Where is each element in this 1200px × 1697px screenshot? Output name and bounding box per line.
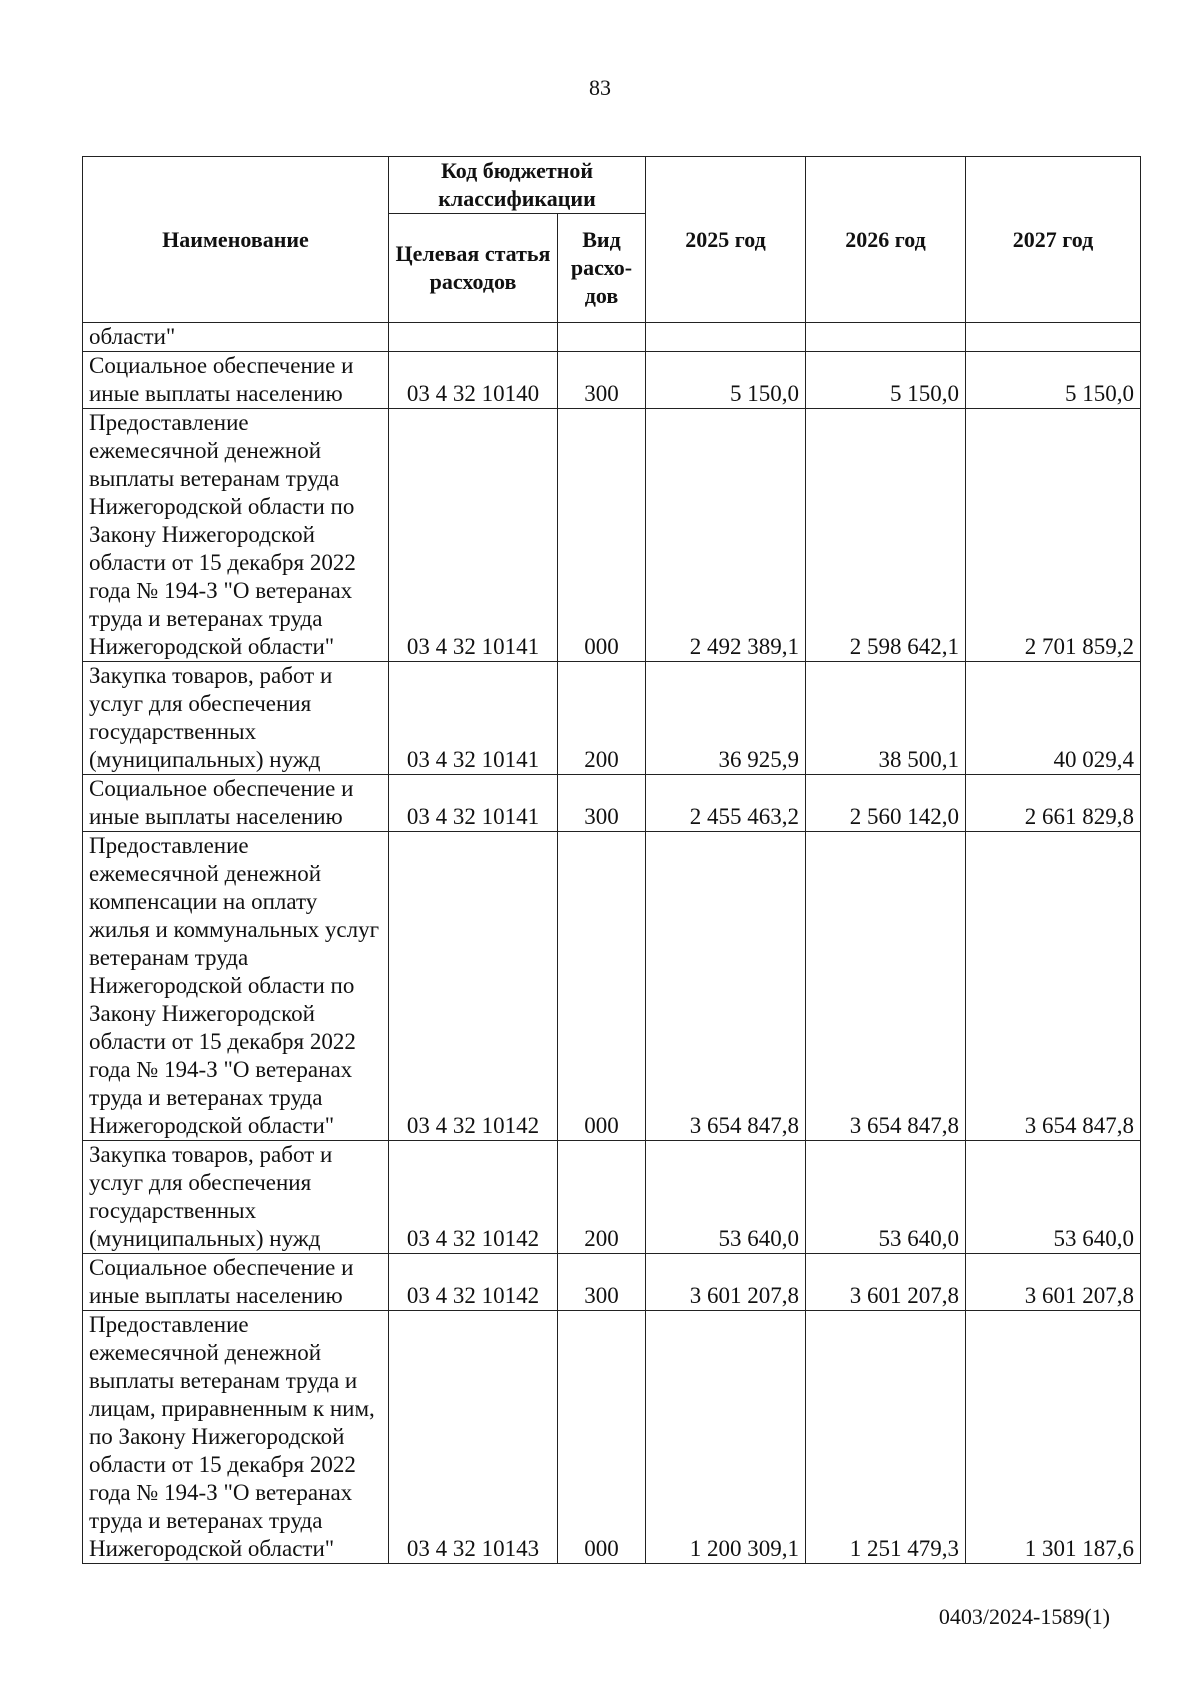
table-row <box>83 1254 1141 1311</box>
row-2027: 2 661 829,8 <box>966 775 1141 832</box>
row-code: 03 4 32 10143 <box>389 1311 558 1564</box>
page-number: 83 <box>589 75 611 100</box>
row-2027: 40 029,4 <box>966 662 1141 775</box>
row-code: 03 4 32 10140 <box>389 352 558 409</box>
row-2026: 38 500,1 <box>806 662 966 775</box>
row-2027: 3 654 847,8 <box>966 832 1141 1141</box>
row-kind: 300 <box>558 1254 646 1311</box>
row-code: 03 4 32 10142 <box>389 1254 558 1311</box>
row-2026: 2 598 642,1 <box>806 409 966 662</box>
row-name: Предоставление ежемесячной денежной компенсации на оплату жилья и коммунальных услуг ветеранам труда Нижегородской области по Закону Нижегородской области от 15 декабря 2022 года № 194-З "О ветеранах труда и ветеранах труда Нижегородской области" <box>83 832 389 1141</box>
row-name: Социальное обеспечение и иные выплаты населению <box>83 352 389 409</box>
row-2025: 1 200 309,1 <box>646 1311 806 1564</box>
row-kind: 000 <box>558 832 646 1141</box>
row-2027: 1 301 187,6 <box>966 1311 1141 1564</box>
table-row <box>83 662 1141 775</box>
table-body <box>83 323 1141 1564</box>
header-2027: 2027 год <box>966 157 1141 323</box>
row-kind: 200 <box>558 1141 646 1254</box>
row-2026: 53 640,0 <box>806 1141 966 1254</box>
row-2025: 36 925,9 <box>646 662 806 775</box>
header-code-group: Код бюджетной классификации <box>389 157 646 214</box>
row-code: 03 4 32 10141 <box>389 775 558 832</box>
row-name: Социальное обеспечение и иные выплаты населению <box>83 1254 389 1311</box>
row-2026 <box>806 323 966 352</box>
table-row <box>83 775 1141 832</box>
row-2025: 3 654 847,8 <box>646 832 806 1141</box>
row-name: Закупка товаров, работ и услуг для обеспечения государственных (муниципальных) нужд <box>83 1141 389 1254</box>
row-name: Закупка товаров, работ и услуг для обеспечения государственных (муниципальных) нужд <box>83 662 389 775</box>
row-2025: 3 601 207,8 <box>646 1254 806 1311</box>
row-code: 03 4 32 10141 <box>389 662 558 775</box>
header-expense-type: Вид расхо-дов <box>558 214 646 323</box>
row-2026: 3 601 207,8 <box>806 1254 966 1311</box>
row-2027: 2 701 859,2 <box>966 409 1141 662</box>
row-code <box>389 323 558 352</box>
row-kind: 000 <box>558 409 646 662</box>
row-2025 <box>646 323 806 352</box>
row-name: области" <box>83 323 389 352</box>
header-2025: 2025 год <box>646 157 806 323</box>
table-row <box>83 1311 1141 1564</box>
table-row <box>83 409 1141 662</box>
header-name: Наименование <box>83 157 389 323</box>
row-2025: 2 455 463,2 <box>646 775 806 832</box>
row-code: 03 4 32 10142 <box>389 1141 558 1254</box>
row-name: Предоставление ежемесячной денежной выплаты ветеранам труда Нижегородской области по Закону Нижегородской области от 15 декабря 2022 года № 194-З "О ветеранах труда и ветеранах труда Нижегородской области" <box>83 409 389 662</box>
row-2026: 1 251 479,3 <box>806 1311 966 1564</box>
row-2027: 3 601 207,8 <box>966 1254 1141 1311</box>
row-name: Предоставление ежемесячной денежной выплаты ветеранам труда и лицам, приравненным к ним, по Закону Нижегородской области от 15 декабря 2022 года № 194-З "О ветеранах труда и ветеранах труда Нижегородской области" <box>83 1311 389 1564</box>
row-kind: 000 <box>558 1311 646 1564</box>
header-2026: 2026 год <box>806 157 966 323</box>
row-code: 03 4 32 10141 <box>389 409 558 662</box>
table-row <box>83 352 1141 409</box>
header-target-article: Целевая статья расходов <box>389 214 558 323</box>
row-2027 <box>966 323 1141 352</box>
row-2027: 5 150,0 <box>966 352 1141 409</box>
row-2025: 2 492 389,1 <box>646 409 806 662</box>
row-2026: 5 150,0 <box>806 352 966 409</box>
row-kind: 200 <box>558 662 646 775</box>
budget-table <box>82 156 1141 1564</box>
row-kind: 300 <box>558 775 646 832</box>
row-2025: 53 640,0 <box>646 1141 806 1254</box>
table-row <box>83 1141 1141 1254</box>
row-2025: 5 150,0 <box>646 352 806 409</box>
row-2026: 2 560 142,0 <box>806 775 966 832</box>
row-kind <box>558 323 646 352</box>
row-2026: 3 654 847,8 <box>806 832 966 1141</box>
document-number: 0403/2024-1589(1) <box>938 1604 1110 1629</box>
row-kind: 300 <box>558 352 646 409</box>
table-row <box>83 832 1141 1141</box>
table-row <box>83 323 1141 352</box>
row-name: Социальное обеспечение и иные выплаты населению <box>83 775 389 832</box>
row-code: 03 4 32 10142 <box>389 832 558 1141</box>
table-header <box>83 157 1141 323</box>
row-2027: 53 640,0 <box>966 1141 1141 1254</box>
